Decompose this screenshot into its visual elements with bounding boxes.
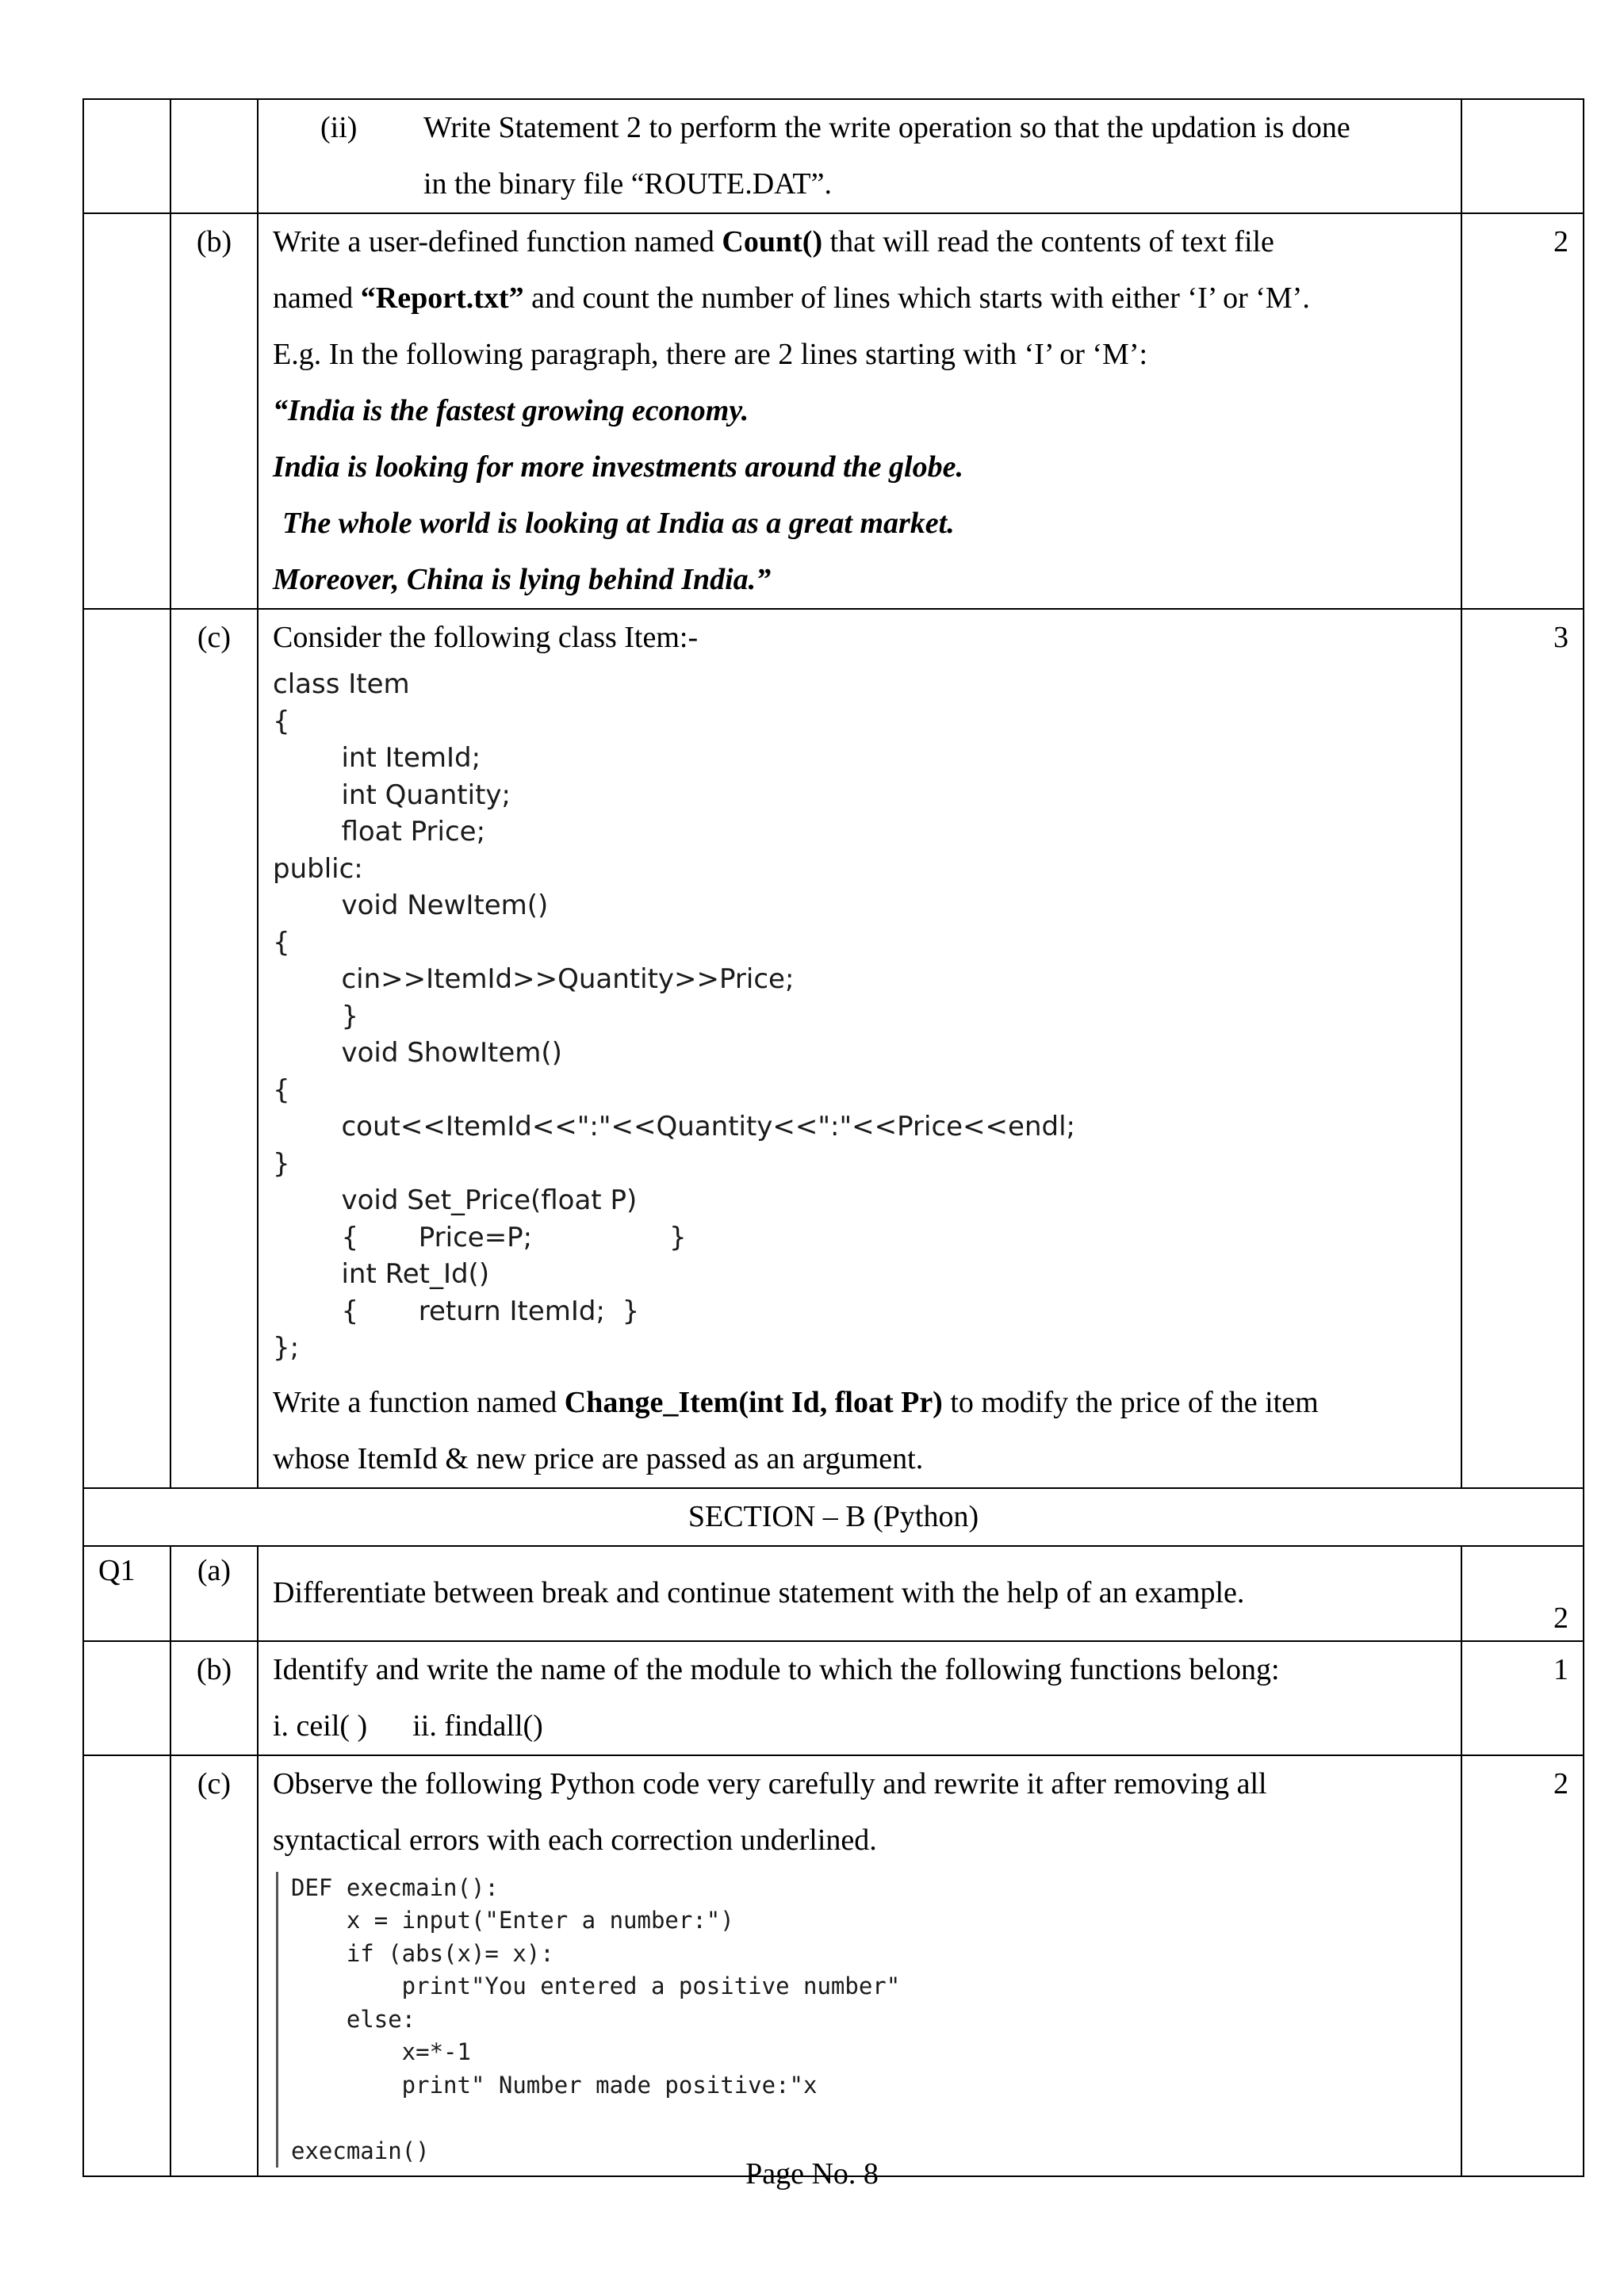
function-signature: Change_Item(int Id, float Pr)	[564, 1385, 943, 1419]
question-text-cell	[258, 1755, 1461, 2177]
part-label: (a)	[170, 1546, 258, 1641]
marks-label: 1	[1461, 1641, 1584, 1755]
function-name: Count()	[722, 225, 823, 258]
marks-label: 2	[1461, 213, 1584, 609]
sub-question-number: (ii)	[320, 111, 358, 144]
table-row	[83, 1641, 1584, 1755]
table-row	[83, 1488, 1584, 1546]
question-number-cell	[83, 609, 170, 1488]
sub-question	[273, 100, 1446, 212]
text-line	[273, 270, 1446, 327]
text-line: Observe the following Python code very carefully and rewrite it after removing all	[273, 1766, 1267, 1800]
sub-question-text	[423, 100, 1446, 212]
text-span: named	[273, 281, 361, 315]
text-span: and count the number of lines which starts with either ‘I’ or ‘M’.	[523, 281, 1310, 315]
sample-paragraph-line: India is looking for more investments around the globe.	[273, 450, 963, 484]
text-line: syntactical errors with each correction underlined.	[273, 1823, 877, 1857]
marks-label: 3	[1461, 609, 1584, 1488]
question-number-cell	[83, 213, 170, 609]
text-line: i. ceil( ) ii. findall()	[273, 1709, 543, 1743]
part-label: (c)	[170, 609, 258, 1488]
table-row	[83, 99, 1584, 213]
sample-paragraph-line: The whole world is looking at India as a great market.	[282, 507, 955, 540]
cpp-code-block: class Item { int ItemId; int Quantity; float Price; public: void NewItem() { cin>>ItemId>>Quantity>>Price; } void ShowItem() { cout<<ItemId<<":"<<Quantity<<":"<<Price<<endl; } void Set_Price(float P) { Price=P; } int Ret_Id() { return ItemId; } };	[273, 668, 1075, 1364]
table-row	[83, 609, 1584, 1488]
part-cell	[170, 99, 258, 213]
page-number: Page No. 8	[745, 2157, 879, 2191]
part-label: (c)	[170, 1755, 258, 2177]
marks-label: 2	[1461, 1755, 1584, 2177]
text-line	[273, 214, 1446, 270]
python-code-block: DEF execmain(): x = input("Enter a number:") if (abs(x)= x): print"You entered a positive number" else: x=*-1 print" Number made positive:"x execmain()	[276, 1872, 1446, 2168]
text-line: whose ItemId & new price are passed as an argument.	[273, 1441, 924, 1475]
text-line: in the binary file “ROUTE.DAT”.	[423, 167, 832, 201]
part-label: (b)	[170, 213, 258, 609]
part-label: (b)	[170, 1641, 258, 1755]
marks-cell	[1461, 99, 1584, 213]
sample-paragraph-line: Moreover, China is lying behind India.”	[273, 563, 772, 596]
text-span: Write a function named	[273, 1385, 565, 1419]
text-line: Consider the following class Item:-	[273, 621, 699, 654]
question-number-cell	[83, 1641, 170, 1755]
file-name: “Report.txt”	[360, 281, 524, 315]
text-span: that will read the contents of text file	[822, 225, 1274, 258]
text-line: E.g. In the following paragraph, there are 2 lines starting with ‘I’ or ‘M’:	[273, 338, 1148, 371]
section-title: SECTION – B (Python)	[83, 1488, 1584, 1546]
question-text-cell	[258, 1641, 1461, 1755]
question-number: Q1	[83, 1546, 170, 1641]
question-text-cell	[258, 99, 1461, 213]
table-row	[83, 1546, 1584, 1641]
text-line: Differentiate between break and continue statement with the help of an example.	[273, 1576, 1245, 1609]
question-number-cell	[83, 1755, 170, 2177]
text-line: Write Statement 2 to perform the write operation so that the updation is done	[423, 111, 1350, 144]
marks-label: 2	[1461, 1546, 1584, 1641]
sample-paragraph-line: “India is the fastest growing economy.	[273, 394, 749, 427]
question-number-cell	[83, 99, 170, 213]
text-span: to modify the price of the item	[942, 1385, 1319, 1419]
text-line: Identify and write the name of the module to which the following functions belong:	[273, 1652, 1280, 1686]
table-row	[83, 1755, 1584, 2177]
text-span: Write a user-defined function named	[273, 225, 722, 258]
question-table	[82, 98, 1584, 2177]
table-row	[83, 213, 1584, 609]
question-text-cell	[258, 1546, 1461, 1641]
text-line	[273, 1375, 1446, 1431]
question-text-cell	[258, 609, 1461, 1488]
question-text-cell	[258, 213, 1461, 609]
